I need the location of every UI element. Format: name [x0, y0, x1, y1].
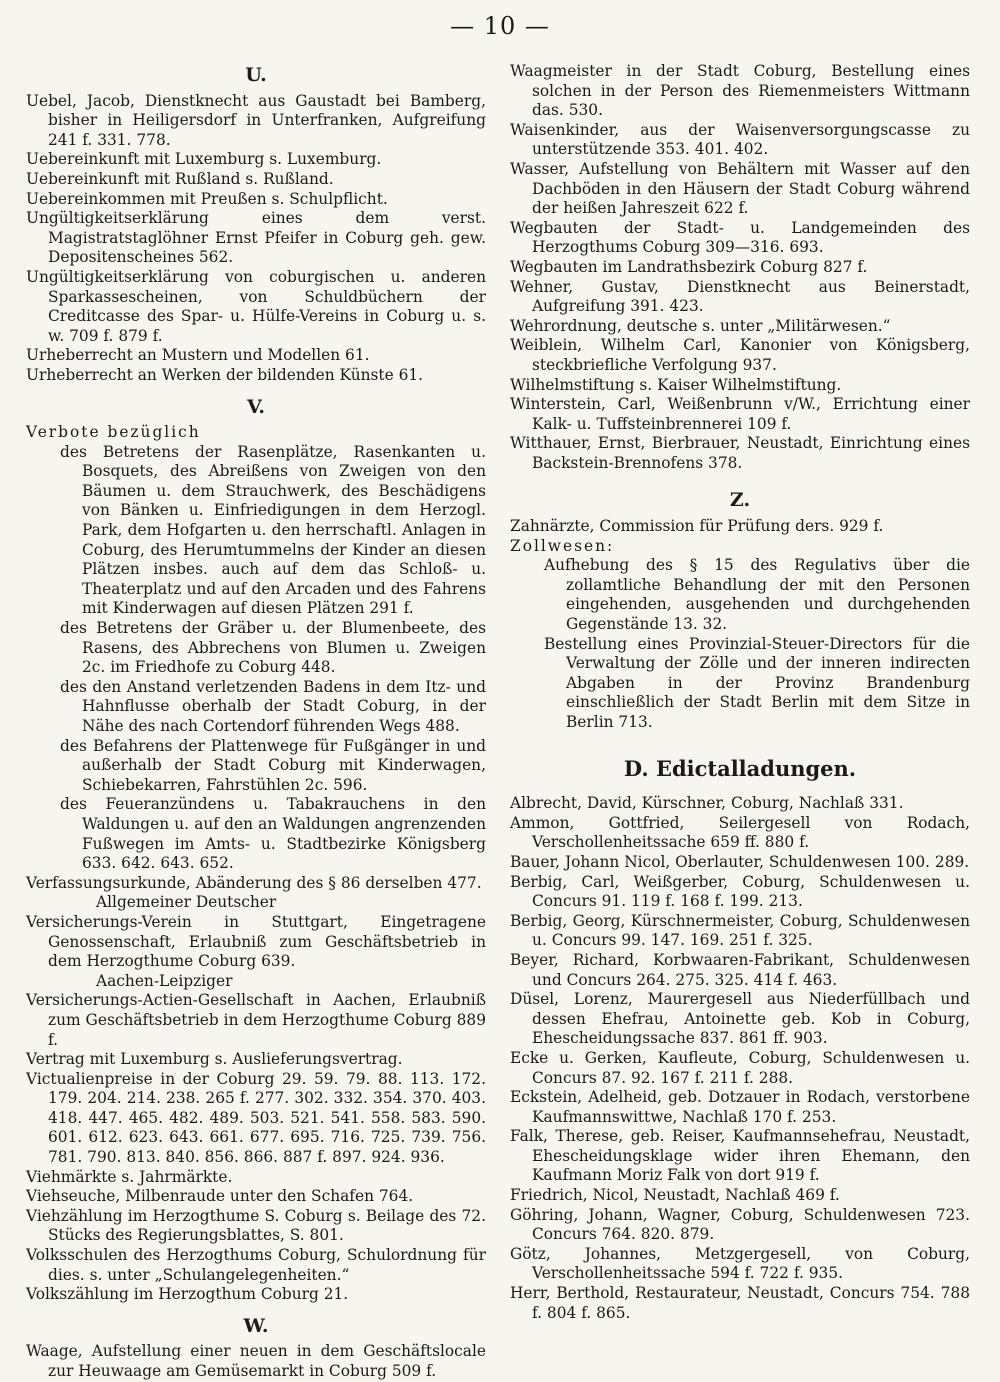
zollwesen-title: Zollwesen: [510, 536, 615, 555]
section-title-edictalladungen: D. Edictalladungen. [623, 755, 857, 781]
index-subheading: Aachen-Leipziger [96, 971, 233, 990]
index-entry: Waagmeister in der Stadt Coburg, Bestellung eines solchen in der Person des Riemenmeisters Wittmann das. 530. [510, 62, 970, 120]
page-number: — 10 — [450, 12, 550, 40]
index-entry: Victualienpreise in der Coburg 29. 59. 79. 88. 113. 172. 179. 204. 214. 238. 265 f. 277. 302. 332. 354. 370. 403. 418. 447. 465. 482. 489. 503. 521. 541. 558. 583. 590. 601. 612. 623. 643. 661. 677. 695. 716. 725. 739. 756. 781. 790. 813. 840. 856. 866. 887 f. 897. 924. 936. [26, 1069, 486, 1167]
index-entry: Viehmärkte s. Jahrmärkte. [26, 1167, 233, 1186]
section-heading-z: Z. [729, 489, 751, 512]
index-entry: Ammon, Gottfried, Seilergesell von Rodach, Verschollenheitssache 659 ff. 880 f. [510, 813, 970, 852]
index-entry: Wegbauten der Stadt- u. Landgemeinden des Herzogthums Coburg 309—316. 693. [510, 218, 970, 257]
verbote-item: des Befahrens der Plattenwege für Fußgänger in und außerhalb der Stadt Coburg mit Kinderwagen, Schiebekarren, Fahrstühlen 2c. 596. [60, 736, 486, 794]
index-entry: Waisenkinder, aus der Waisenversorgungscasse zu unterstützende 353. 401. 402. [510, 120, 970, 159]
index-entry: Berbig, Carl, Weißgerber, Coburg, Schuldenwesen u. Concurs 91. 119 f. 168 f. 199. 213. [510, 872, 970, 911]
index-entry: Viehseuche, Milbenraude unter den Schafen 764. [26, 1187, 414, 1206]
verbote-item: des Betretens der Gräber u. der Blumenbeete, des Rasens, des Abbrechens von Blumen u. Zweigen 2c. im Friedhofe zu Coburg 448. [60, 619, 486, 677]
index-entry: Ungültigkeitserklärung von coburgischen u. anderen Sparkassescheinen, von Schuldbüchern der Creditcasse des Spar- u. Hülfe-Vereins in Coburg u. s. w. 709 f. 879 f. [26, 267, 486, 345]
index-entry: Wilhelmstiftung s. Kaiser Wilhelmstiftung. [510, 375, 842, 394]
index-entry: Uebereinkunft mit Luxemburg s. Luxemburg. [26, 150, 382, 169]
zollwesen-item: Bestellung eines Provinzial-Steuer-Directors für die Verwaltung der Zölle und der inneren indirecten Abgaben in der Provinz Brandenburg einschließlich der Stadt Berlin mit dem Sitze in Berlin 713. [544, 634, 970, 731]
index-entry: Götz, Johannes, Metzgergesell, von Coburg, Verschollenheitssache 594 f. 722 f. 935. [510, 1244, 970, 1283]
index-entry: Wegbauten im Landrathsbezirk Coburg 827 f. [510, 257, 868, 276]
index-entry: Waage, Aufstellung einer neuen in dem Geschäftslocale zur Heuwaage am Gemüsemarkt in Coburg 509 f. [26, 1342, 486, 1380]
verbote-item: des Feueranzündens u. Tabakrauchens in den Waldungen u. auf den an Waldungen angrenzenden Fußwegen im Amts- u. Stadtbezirke Königsberg 633. 642. 643. 652. [60, 795, 486, 873]
index-entry: Wehner, Gustav, Dienstknecht aus Beinerstadt, Aufgreifung 391. 423. [510, 277, 970, 316]
index-entry: Wasser, Aufstellung von Behältern mit Wasser auf den Dachböden in den Häusern der Stadt Coburg während der heißen Jahreszeit 622 f. [510, 159, 970, 218]
index-entry: Uebel, Jacob, Dienstknecht aus Gaustadt bei Bamberg, bisher in Heiligersdorf in Unterfranken, Aufgreifung 241 f. 331. 778. [26, 91, 486, 149]
index-entry: Wehrordnung, deutsche s. unter „Militärwesen.“ [510, 316, 891, 335]
index-entry: Ungültigkeitserklärung eines dem verst. Magistratstaglöhner Ernst Pfeifer in Coburg geh. gew. Depositenscheines 562. [26, 209, 486, 267]
index-entry: Versicherungs-Actien-Gesellschaft in Aachen, Erlaubniß zum Geschäftsbetrieb in dem Herzogthume Coburg 889 f. [26, 991, 486, 1049]
index-entry: Göhring, Johann, Wagner, Coburg, Schuldenwesen 723. Concurs 764. 820. 879. [510, 1205, 970, 1244]
index-entry: Vertrag mit Luxemburg s. Auslieferungsvertrag. [26, 1050, 403, 1069]
verbote-item: des Betretens der Rasenplätze, Rasenkanten u. Bosquets, des Abreißens von Zweigen von den Bäumen u. dem Strauchwerk, des Beschädigens von Bänken u. Einfriedigungen in dem Herzogl. Park, dem Hofgarten u. den herrschaftl. Anlagen in Coburg, des Herumtummelns der Kinder an diesen Plätzen insbes. auch auf dem das Schloß- u. Theaterplatz und auf den Arcaden und des Fahrens mit Kinderwagen auf diesen Plätzen 291 f. [60, 442, 486, 618]
index-entry: Witthauer, Ernst, Bierbrauer, Neustadt, Einrichtung eines Backstein-Brennofens 378. [510, 434, 970, 472]
index-entry: Urheberrecht an Werken der bildenden Künste 61. [26, 365, 424, 384]
index-entry: Friedrich, Nicol, Neustadt, Nachlaß 469 f. [510, 1186, 840, 1205]
index-entry: Volkszählung im Herzogthum Coburg 21. [26, 1285, 349, 1304]
index-entry: Urheberrecht an Mustern und Modellen 61. [26, 346, 370, 365]
index-entry: Versicherungs-Verein in Stuttgart, Eingetragene Genossenschaft, Erlaubniß zum Geschäftsbetrieb in dem Herzogthume Coburg 639. [26, 912, 486, 971]
right-column [510, 62, 970, 1323]
zollwesen-item: Aufhebung des § 15 des Regulativs über die zollamtliche Behandlung der mit den Personen eingehenden, ausgehenden und durchgehenden Gegenstände 13. 32. [544, 556, 970, 634]
index-entry: Verfassungsurkunde, Abänderung des § 86 derselben 477. [26, 873, 482, 892]
section-heading-w: W. [243, 1314, 269, 1337]
index-entry: Weiblein, Wilhelm Carl, Kanonier von Königsberg, steckbriefliche Verfolgung 937. [510, 336, 970, 374]
index-entry: Beyer, Richard, Korbwaaren-Fabrikant, Schuldenwesen und Concurs 264. 275. 325. 414 f. 463. [510, 950, 970, 989]
index-entry: Ecke u. Gerken, Kaufleute, Coburg, Schuldenwesen u. Concurs 87. 92. 167 f. 211 f. 288. [510, 1048, 970, 1087]
verbote-title: Verbote bezüglich [26, 423, 201, 442]
section-heading-v: V. [246, 395, 266, 418]
index-entry: Bauer, Johann Nicol, Oberlauter, Schuldenwesen 100. 289. [510, 852, 970, 871]
index-entry: Albrecht, David, Kürschner, Coburg, Nachlaß 331. [510, 794, 904, 813]
index-entry: Herr, Berthold, Restaurateur, Neustadt, Concurs 754. 788 f. 804 f. 865. [510, 1284, 970, 1322]
index-entry: Zahnärzte, Commission für Prüfung ders. 929 f. [510, 517, 884, 536]
section-heading-u: U. [245, 64, 267, 86]
index-subheading: Allgemeiner Deutscher [96, 893, 277, 912]
index-entry: Eckstein, Adelheid, geb. Dotzauer in Rodach, verstorbene Kaufmannswittwe, Nachlaß 170 f. 253. [510, 1088, 970, 1126]
verbote-item: des den Anstand verletzenden Badens in dem Itz- und Hahnflusse oberhalb der Stadt Coburg, in der Nähe des nach Cortendorf führenden Wegs 488. [60, 677, 486, 735]
index-entry: Volksschulen des Herzogthums Coburg, Schulordnung für dies. s. unter „Schulangelegenheiten.“ [26, 1246, 486, 1284]
index-entry: Düsel, Lorenz, Maurergesell aus Niederfüllbach und dessen Ehefrau, Antoinette geb. Kob in Coburg, Ehescheidungssache 837. 861 ff. 903. [510, 990, 970, 1048]
index-entry: Viehzählung im Herzogthume S. Coburg s. Beilage des 72. Stücks des Regierungsblattes, S. 801. [26, 1206, 486, 1245]
index-entry: Uebereinkunft mit Rußland s. Rußland. [26, 169, 334, 188]
index-entry: Uebereinkommen mit Preußen s. Schulpflicht. [26, 189, 388, 208]
index-entry: Berbig, Georg, Kürschnermeister, Coburg, Schuldenwesen u. Concurs 99. 147. 169. 251 f. 325. [510, 911, 970, 950]
index-entry: Falk, Therese, geb. Reiser, Kaufmannsehefrau, Neustadt, Ehescheidungsklage wider ihren Ehemann, den Kaufmann Moriz Falk von dort 919 f. [510, 1127, 970, 1185]
left-column [26, 62, 486, 1382]
index-entry: Winterstein, Carl, Weißenbrunn v/W., Errichtung einer Kalk- u. Tuffsteinbrennerei 109 f. [510, 395, 970, 433]
